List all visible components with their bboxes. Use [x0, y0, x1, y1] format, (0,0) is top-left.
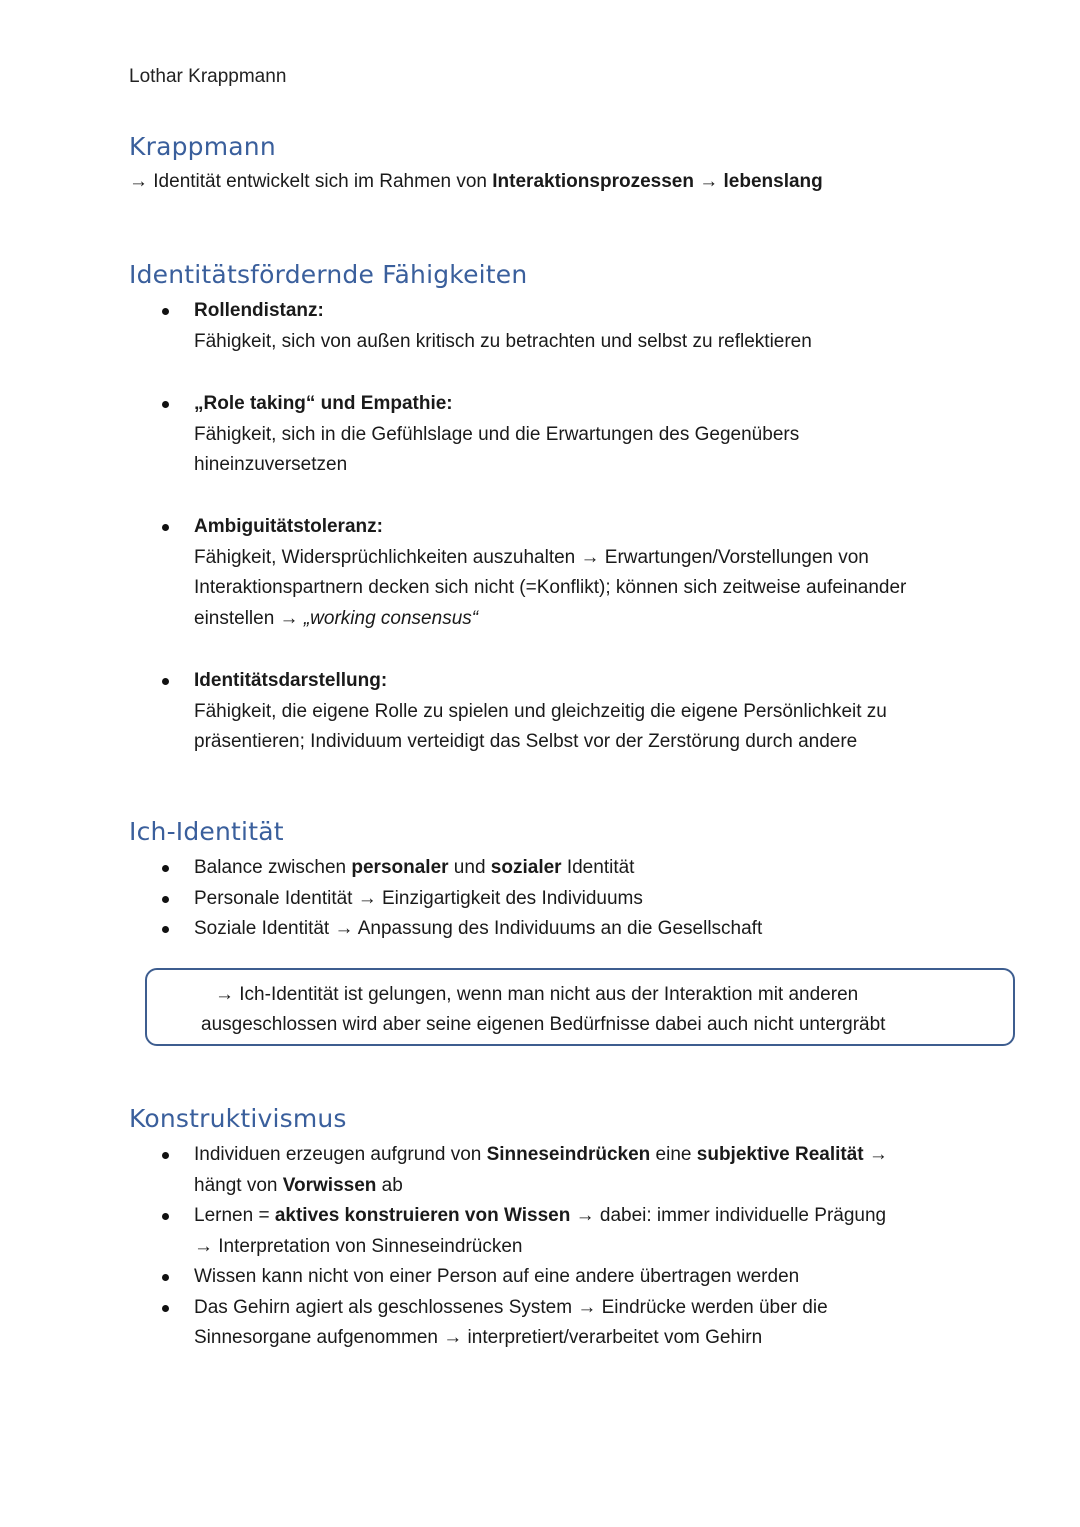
- heading-konstruktivismus: Konstruktivismus: [129, 1104, 347, 1133]
- item-text: Fähigkeit, sich in die Gefühlslage und die Erwartungen des Gegenübers hineinzuversetzen: [194, 423, 800, 475]
- list-item: Balance zwischen personaler und sozialer Identität: [0, 853, 1000, 884]
- list-item: [0, 389, 1000, 481]
- heading-krappmann: Krappmann: [129, 132, 276, 161]
- krappmann-summary: → Identität entwickelt sich im Rahmen von Interaktionsprozessen → lebenslang: [129, 171, 823, 192]
- list-item: [0, 512, 1000, 634]
- item-text: Fähigkeit, die eigene Rolle zu spielen und gleichzeitig die eigene Persönlichkeit zu präsentieren; Individuum verteidigt das Selbst vor der Zerstörung durch andere: [194, 700, 887, 752]
- item-label: Ambiguitätstoleranz:: [194, 516, 383, 537]
- heading-ich-identitaet: Ich-Identität: [129, 817, 284, 846]
- faehigkeiten-list: [0, 389, 1000, 481]
- list-item: Individuen erzeugen aufgrund von Sinneseindrücken eine subjektive Realität → hängt von Vorwissen ab: [0, 1140, 1000, 1201]
- author-name: Lothar Krappmann: [129, 66, 287, 87]
- faehigkeiten-list: [0, 512, 1000, 634]
- list-item: Soziale Identität → Anpassung des Individuums an die Gesellschaft: [0, 914, 1000, 945]
- item-label: „Role taking“ und Empathie:: [194, 393, 453, 414]
- item-italic: „working consensus“: [303, 607, 479, 629]
- konstruktivismus-list: [0, 1140, 1000, 1354]
- callout-line: → Ich-Identität ist gelungen, wenn man nicht aus der Interaktion mit anderen: [215, 984, 859, 1005]
- list-item: Lernen = aktives konstruieren von Wissen → dabei: immer individuelle Prägung → Interpretation von Sinneseindrücken: [0, 1201, 1000, 1262]
- item-text: Fähigkeit, sich von außen kritisch zu betrachten und selbst zu reflektieren: [194, 330, 812, 352]
- callout-line: ausgeschlossen wird aber seine eigenen Bedürfnisse dabei auch nicht untergräbt: [201, 1014, 886, 1035]
- list-item: Personale Identität → Einzigartigkeit des Individuums: [0, 884, 1000, 915]
- item-label: Rollendistanz:: [194, 300, 324, 321]
- list-item: [0, 296, 1000, 357]
- heading-faehigkeiten: Identitätsfördernde Fähigkeiten: [129, 260, 528, 289]
- list-item: Das Gehirn agiert als geschlossenes System → Eindrücke werden über die Sinnesorgane aufgenommen → interpretiert/verarbeitet vom Gehirn: [0, 1293, 1000, 1354]
- ich-identitaet-callout: [145, 968, 1015, 1046]
- faehigkeiten-list: [0, 666, 1000, 758]
- item-label: Identitätsdarstellung:: [194, 670, 388, 691]
- list-item: Wissen kann nicht von einer Person auf eine andere übertragen werden: [0, 1262, 1000, 1293]
- ich-list: [0, 853, 1000, 945]
- item-text: Fähigkeit, Widersprüchlichkeiten auszuhalten → Erwartungen/Vorstellungen von Interaktionspartnern decken sich nicht (=Konflikt); können sich zeitweise aufeinander einstellen →: [194, 546, 907, 629]
- faehigkeiten-list: [0, 296, 1000, 357]
- list-item: [0, 666, 1000, 758]
